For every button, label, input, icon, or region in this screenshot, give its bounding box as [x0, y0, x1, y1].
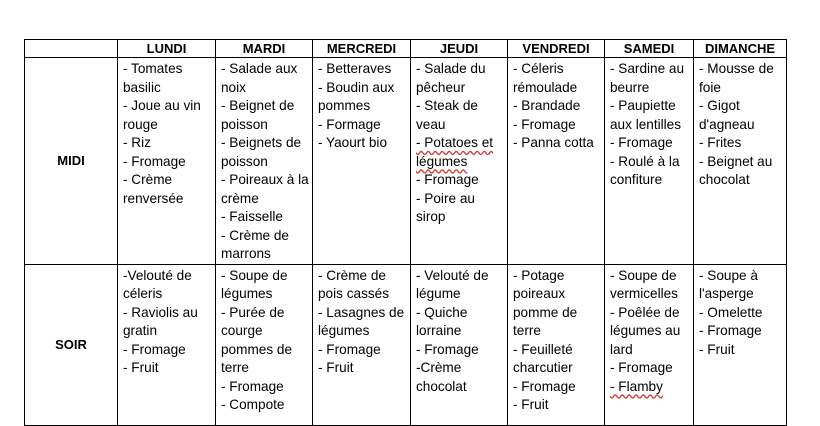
header-row — [25, 40, 787, 58]
menu-cell — [694, 264, 787, 425]
day-header-dimanche: DIMANCHE — [694, 40, 787, 58]
dish-item: - Fromage — [513, 116, 576, 132]
dish-item: - Roulé à la confiture — [610, 153, 680, 187]
menu-cell — [411, 264, 508, 425]
dish-item: - Fromage — [123, 153, 186, 169]
dish-item: - Tomates basilic — [123, 61, 183, 95]
dish-item: - Fromage — [416, 172, 479, 187]
menu-cell — [313, 58, 411, 265]
dish-item: - Fruit — [513, 397, 549, 412]
dish-item: - Beignet au chocolat — [699, 153, 773, 187]
menu-cell — [605, 58, 694, 265]
menu-cell — [313, 264, 411, 425]
dish-list — [313, 265, 410, 378]
dish-item: - Salade du pêcheur — [416, 61, 486, 95]
corner-cell — [25, 40, 118, 58]
dish-item: - Fromage — [610, 135, 673, 150]
dish-item: - Sardine au beurre — [610, 61, 685, 95]
dish-item: - Frites — [699, 135, 742, 150]
dish-item: - Steak de veau — [416, 98, 478, 132]
dish-item: - Fruit — [318, 360, 354, 375]
dish-item: - Crème de pois cassés — [318, 267, 390, 301]
dish-list — [411, 58, 507, 227]
dish-item: - Fruit — [699, 341, 735, 357]
menu-cell — [118, 264, 216, 425]
dish-item: - Lasagnes de légumes — [318, 304, 405, 338]
dish-item: - Purée de courge pommes de terre — [221, 304, 293, 375]
dish-item: - Compote — [221, 397, 285, 412]
dish-list — [411, 265, 507, 397]
dish-item: - Poire au sirop — [416, 190, 475, 224]
menu-cell — [508, 264, 605, 425]
dish-item: - Riz — [123, 135, 151, 150]
menu-cell — [605, 264, 694, 425]
dish-list — [605, 58, 693, 190]
day-header-mardi: MARDI — [216, 40, 313, 58]
meal-row-soir — [25, 264, 787, 425]
dish-item: - Faisselle — [221, 209, 283, 224]
dish-item: - Salade aux noix — [221, 61, 298, 95]
weekly-menu-table — [24, 39, 787, 426]
menu-cell — [411, 58, 508, 265]
dish-item: - Panna cotta — [513, 135, 594, 150]
dish-item: - Quiche lorraine — [416, 304, 468, 338]
dish-list — [694, 58, 786, 190]
dish-item: - Yaourt bio — [318, 135, 388, 150]
dish-item: - Paupiette aux lentilles — [610, 98, 682, 132]
dish-item: - Soupe de légumes — [221, 267, 288, 301]
dish-item: - Mousse de foie — [699, 61, 774, 95]
dish-item: - Beignets de poisson — [221, 135, 302, 169]
dish-list — [605, 265, 693, 397]
day-header-lundi: LUNDI — [118, 40, 216, 58]
dish-item: - Velouté de légume — [416, 267, 489, 301]
menu-cell — [216, 58, 313, 265]
dish-item: - Crème de marrons — [221, 227, 289, 261]
dish-list — [694, 265, 786, 360]
menu-cell — [216, 264, 313, 425]
row-label-midi: MIDI — [25, 58, 118, 265]
dish-item: - Fromage — [699, 323, 762, 338]
dish-item: - Formage — [318, 116, 381, 132]
dish-item: - Betteraves — [318, 61, 392, 76]
dish-list — [118, 265, 215, 378]
dish-item: - Crème renversée — [123, 172, 184, 206]
dish-item: - Poêlée de légumes au lard — [610, 304, 681, 357]
dish-item: - Beignet de poisson — [221, 98, 295, 132]
dish-item: - Brandade — [513, 98, 581, 113]
dish-item: - Poireaux à la crème — [221, 172, 309, 206]
day-header-vendredi: VENDREDI — [508, 40, 605, 58]
dish-item: - Soupe à l'asperge — [699, 267, 758, 301]
menu-cell — [694, 58, 787, 265]
dish-item: - Potage poireaux pomme de terre — [513, 267, 578, 338]
dish-list — [313, 58, 410, 153]
dish-item: - Gigot d'agneau — [699, 98, 755, 132]
menu-cell — [508, 58, 605, 265]
meal-row-midi — [25, 58, 787, 265]
dish-item: - Fruit — [123, 360, 159, 375]
dish-item: - Feuilleté charcutier — [513, 341, 573, 375]
menu-cell — [118, 58, 216, 265]
dish-item: - Fromage — [318, 341, 381, 357]
dish-list — [508, 58, 604, 153]
row-label-soir: SOIR — [25, 264, 118, 425]
dish-item: -Crème chocolat — [416, 360, 467, 394]
dish-item: -Velouté de céleris — [123, 267, 192, 301]
dish-item: - Fromage — [610, 360, 673, 375]
dish-item: - Fromage — [416, 341, 479, 357]
dish-item: - Fromage — [221, 378, 284, 394]
dish-item: - Céleris rémoulade — [513, 61, 578, 95]
dish-list — [118, 58, 215, 208]
day-header-jeudi: JEUDI — [411, 40, 508, 58]
dish-item: - Omelette — [699, 304, 763, 320]
dish-item: - Soupe de vermicelles — [610, 267, 678, 301]
dish-list — [216, 265, 312, 415]
dish-list — [216, 58, 312, 264]
dish-item: - Raviolis au gratin — [123, 304, 198, 338]
day-header-samedi: SAMEDI — [605, 40, 694, 58]
day-header-mercredi: MERCREDI — [313, 40, 411, 58]
dish-item: - Boudin aux pommes — [318, 79, 395, 113]
dish-item: - Flamby — [610, 378, 663, 394]
dish-item: - Fromage — [513, 378, 576, 394]
dish-item: - Fromage — [123, 341, 186, 357]
dish-item: - Joue au vin rouge — [123, 98, 201, 132]
dish-item: - Potatoes et légumes — [416, 135, 494, 169]
dish-list — [508, 265, 604, 415]
